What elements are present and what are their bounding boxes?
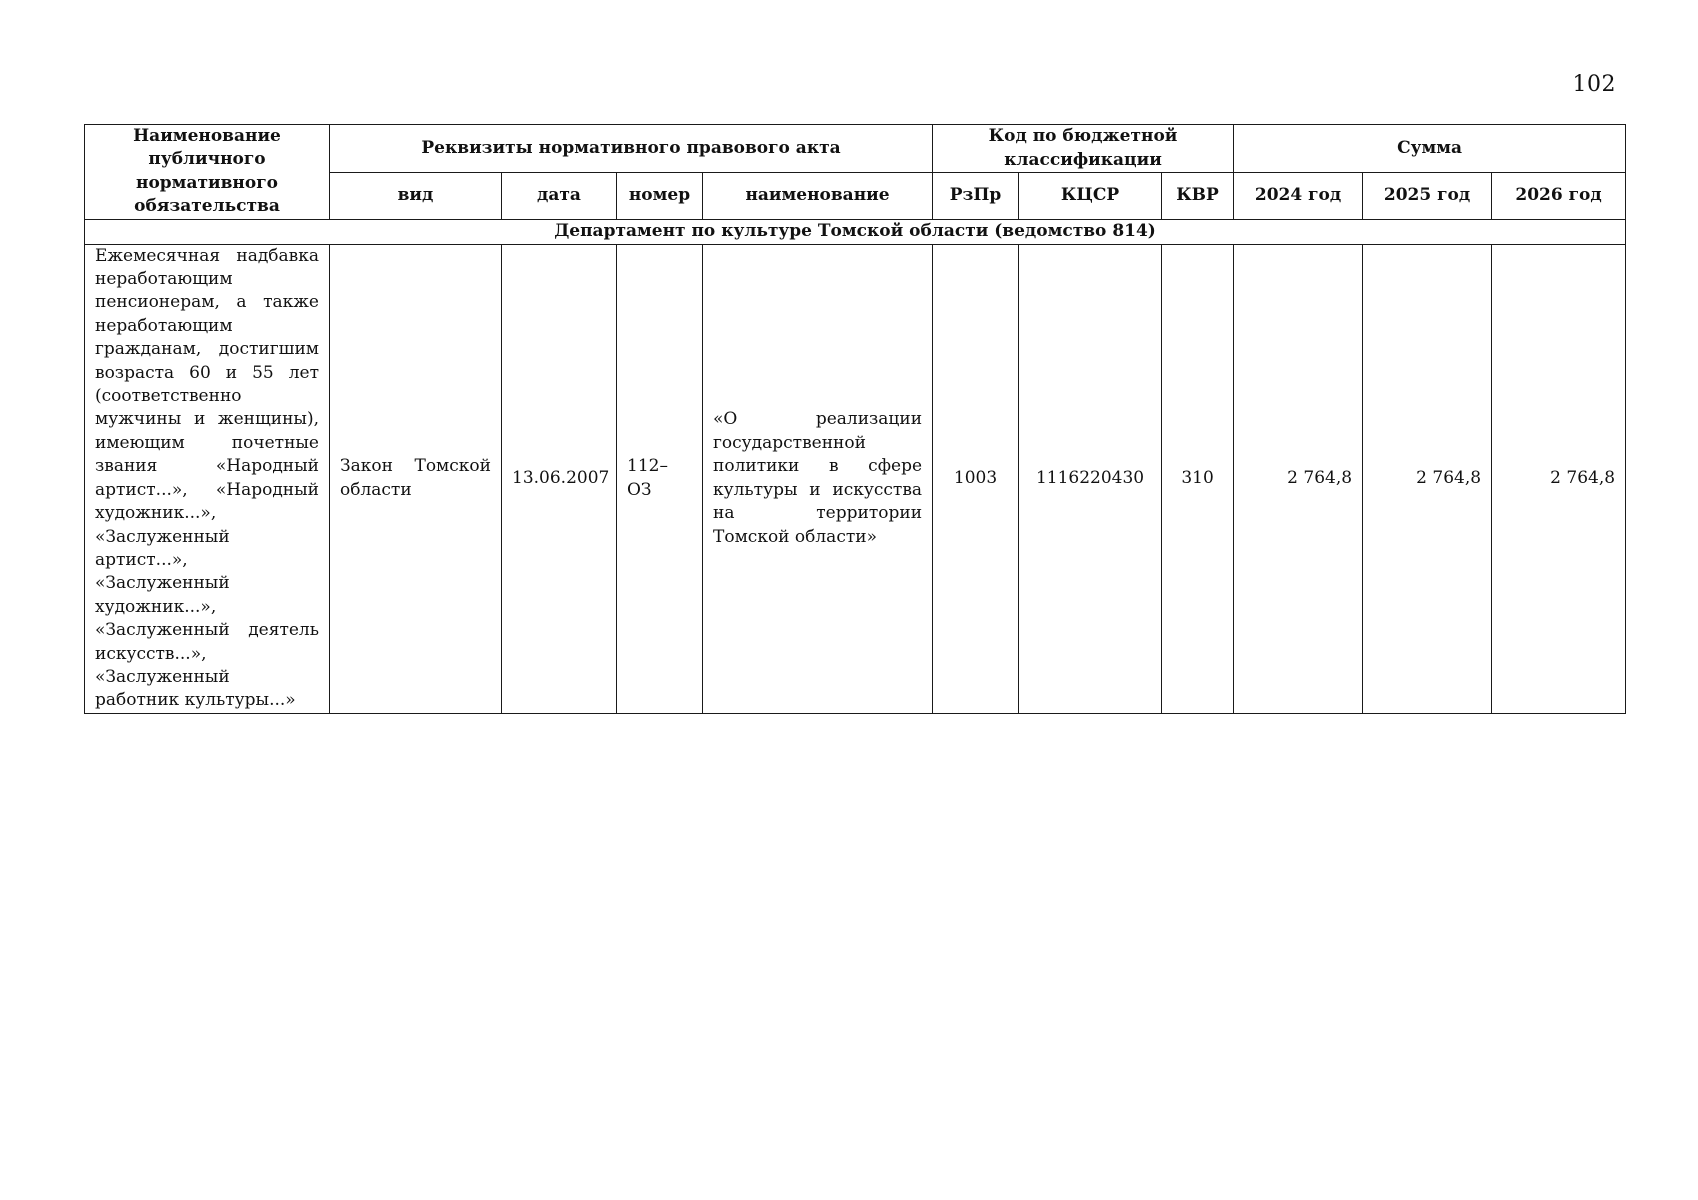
- header-row-top: [85, 125, 1626, 173]
- obligations-table: [84, 124, 1626, 714]
- header-number: номер: [617, 173, 703, 219]
- cell-rzpr: 1003: [933, 244, 1019, 713]
- header-2024: 2024 год: [1234, 173, 1363, 219]
- table-row: [85, 244, 1626, 713]
- header-kvr: КВР: [1162, 173, 1234, 219]
- header-kcsr: КЦСР: [1019, 173, 1162, 219]
- cell-kcsr: 1116220430: [1019, 244, 1162, 713]
- header-date: дата: [502, 173, 617, 219]
- section-title: Департамент по культуре Томской области (ведомство 814): [85, 219, 1626, 244]
- header-obligation: Наименование публичного нормативного обязательства: [85, 125, 330, 220]
- section-row: [85, 219, 1626, 244]
- header-2026: 2026 год: [1492, 173, 1626, 219]
- page-number: 102: [1572, 72, 1616, 97]
- cell-kind: Закон Томской области: [330, 244, 502, 713]
- cell-number: 112–ОЗ: [617, 244, 703, 713]
- cell-2025: 2 764,8: [1363, 244, 1492, 713]
- cell-name: «О реализации государственной политики в сфере культуры и искусства на территории Томской области»: [703, 244, 933, 713]
- cell-2024: 2 764,8: [1234, 244, 1363, 713]
- header-sum: Сумма: [1234, 125, 1626, 173]
- header-act-requisites: Реквизиты нормативного правового акта: [330, 125, 933, 173]
- header-name: наименование: [703, 173, 933, 219]
- cell-date: 13.06.2007: [502, 244, 617, 713]
- header-rzpr: РзПр: [933, 173, 1019, 219]
- cell-obligation: Ежемесячная надбавка неработающим пенсионерам, а также неработающим гражданам, достигшим возраста 60 и 55 лет (соответственно мужчины и женщины), имеющим почетные звания «Народный артист...», «Народный художник...», «Заслуженный артист...», «Заслуженный художник...», «Заслуженный деятель искусств...», «Заслуженный работник культуры...»: [85, 244, 330, 713]
- header-2025: 2025 год: [1363, 173, 1492, 219]
- cell-2026: 2 764,8: [1492, 244, 1626, 713]
- header-budget-code: Код по бюджетной классификации: [933, 125, 1234, 173]
- cell-kvr: 310: [1162, 244, 1234, 713]
- header-kind: вид: [330, 173, 502, 219]
